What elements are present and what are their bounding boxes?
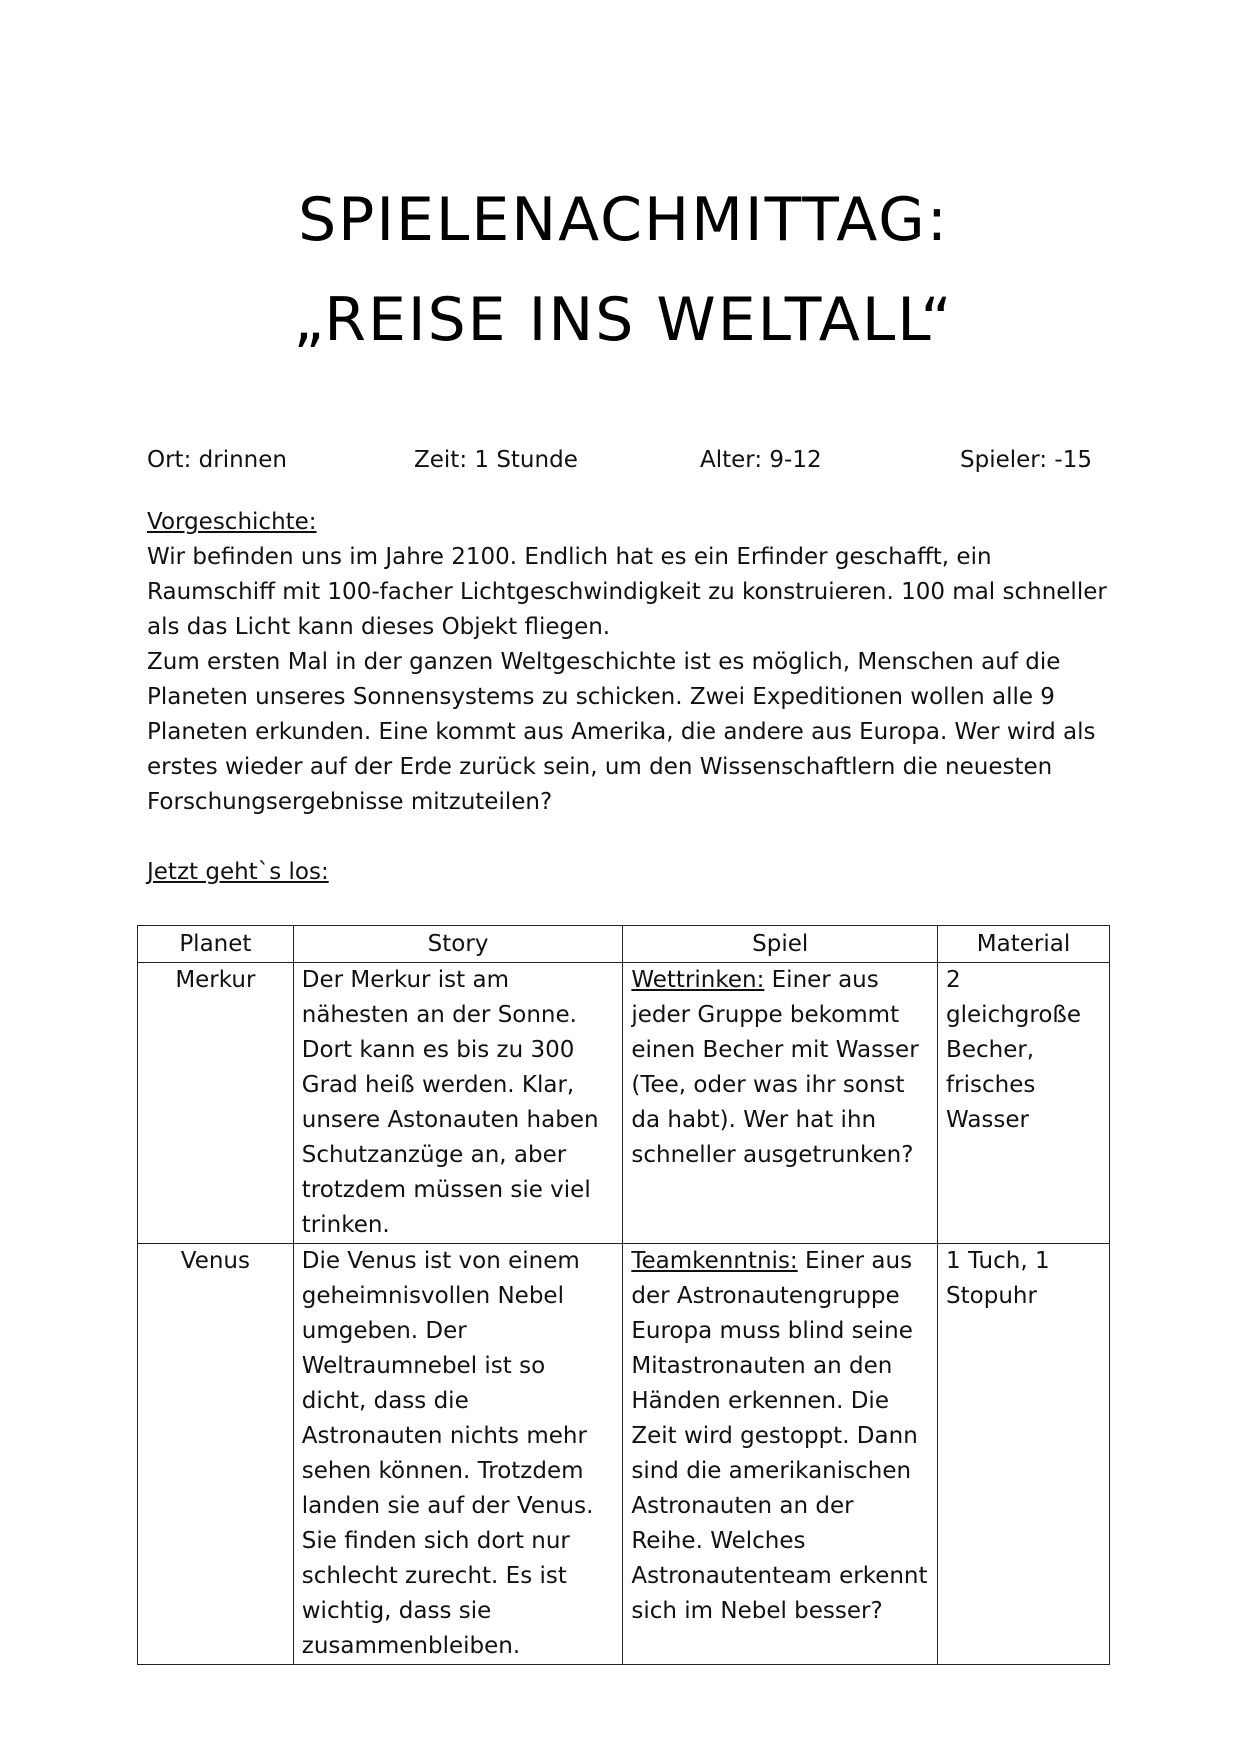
header-story: Story xyxy=(293,926,623,963)
header-material: Material xyxy=(938,926,1110,963)
table-row xyxy=(138,1244,1110,1665)
meta-alter: Alter: 9-12 xyxy=(700,447,822,473)
vorgeschichte-heading: Vorgeschichte: xyxy=(147,509,317,535)
spiel-text: Einer aus jeder Gruppe bekommt einen Becher mit Wasser (Tee, oder was ihr sonst da habt). Wer hat ihn schneller ausgetrunken? xyxy=(631,967,919,1168)
cell-material: 1 Tuch, 1 Stopuhr xyxy=(938,1244,1110,1665)
table-row xyxy=(138,963,1110,1244)
meta-zeit: Zeit: 1 Stunde xyxy=(414,447,578,473)
cell-story: Der Merkur ist am nähesten an der Sonne. Dort kann es bis zu 300 Grad heiß werden. Klar, unsere Astonauten haben Schutzanzüge an, aber trotzdem müssen sie viel trinken. xyxy=(293,963,623,1244)
vorgeschichte-text-2: Zum ersten Mal in der ganzen Weltgeschichte ist es möglich, Menschen auf die Planeten unseres Sonnensystems zu schicken. Zwei Expeditionen wollen alle 9 Planeten erkunden. Eine kommt aus Amerika, die andere aus Europa. Wer wird als erstes wieder auf der Erde zurück sein, um den Wissenschaftlern die neuesten Forschungsergebnisse mitzuteilen? xyxy=(147,649,1096,815)
vorgeschichte-section xyxy=(147,505,1107,820)
cell-spiel xyxy=(623,1244,938,1665)
page-title-line-1: SPIELENACHMITTAG: xyxy=(298,185,949,255)
spiel-text: Einer aus der Astronautengruppe Europa muss blind seine Mitastronauten an den Händen erkennen. Die Zeit wird gestoppt. Dann sind die amerikanischen Astronauten an der Reihe. Welches Astronautenteam erkennt sich im Nebel besser? xyxy=(631,1248,928,1624)
header-spiel: Spiel xyxy=(623,926,938,963)
table-header-row xyxy=(138,926,1110,963)
page-title-line-2: „REISE INS WELTALL“ xyxy=(293,285,954,355)
start-heading: Jetzt geht`s los: xyxy=(147,859,329,885)
vorgeschichte-text: Wir befinden uns im Jahre 2100. Endlich hat es ein Erfinder geschafft, ein Raumschiff mit 100-facher Lichtgeschwindigkeit zu konstruieren. 100 mal schneller als das Licht kann dieses Objekt fliegen. xyxy=(147,544,1107,640)
header-planet: Planet xyxy=(138,926,294,963)
meta-spieler: Spieler: -15 xyxy=(960,447,1092,473)
spiel-title: Wettrinken: xyxy=(631,967,765,993)
cell-material: 2 gleichgroße Becher, frisches Wasser xyxy=(938,963,1110,1244)
spiel-title: Teamkenntnis: xyxy=(631,1248,798,1274)
cell-planet: Venus xyxy=(138,1244,294,1665)
games-table xyxy=(137,925,1110,1665)
meta-ort: Ort: drinnen xyxy=(147,447,287,473)
cell-spiel xyxy=(623,963,938,1244)
cell-story: Die Venus ist von einem geheimnisvollen Nebel umgeben. Der Weltraumnebel ist so dicht, dass die Astronauten nichts mehr sehen können. Trotzdem landen sie auf der Venus. Sie finden sich dort nur schlecht zurecht. Es ist wichtig, dass sie zusammenbleiben. xyxy=(293,1244,623,1665)
cell-planet: Merkur xyxy=(138,963,294,1244)
